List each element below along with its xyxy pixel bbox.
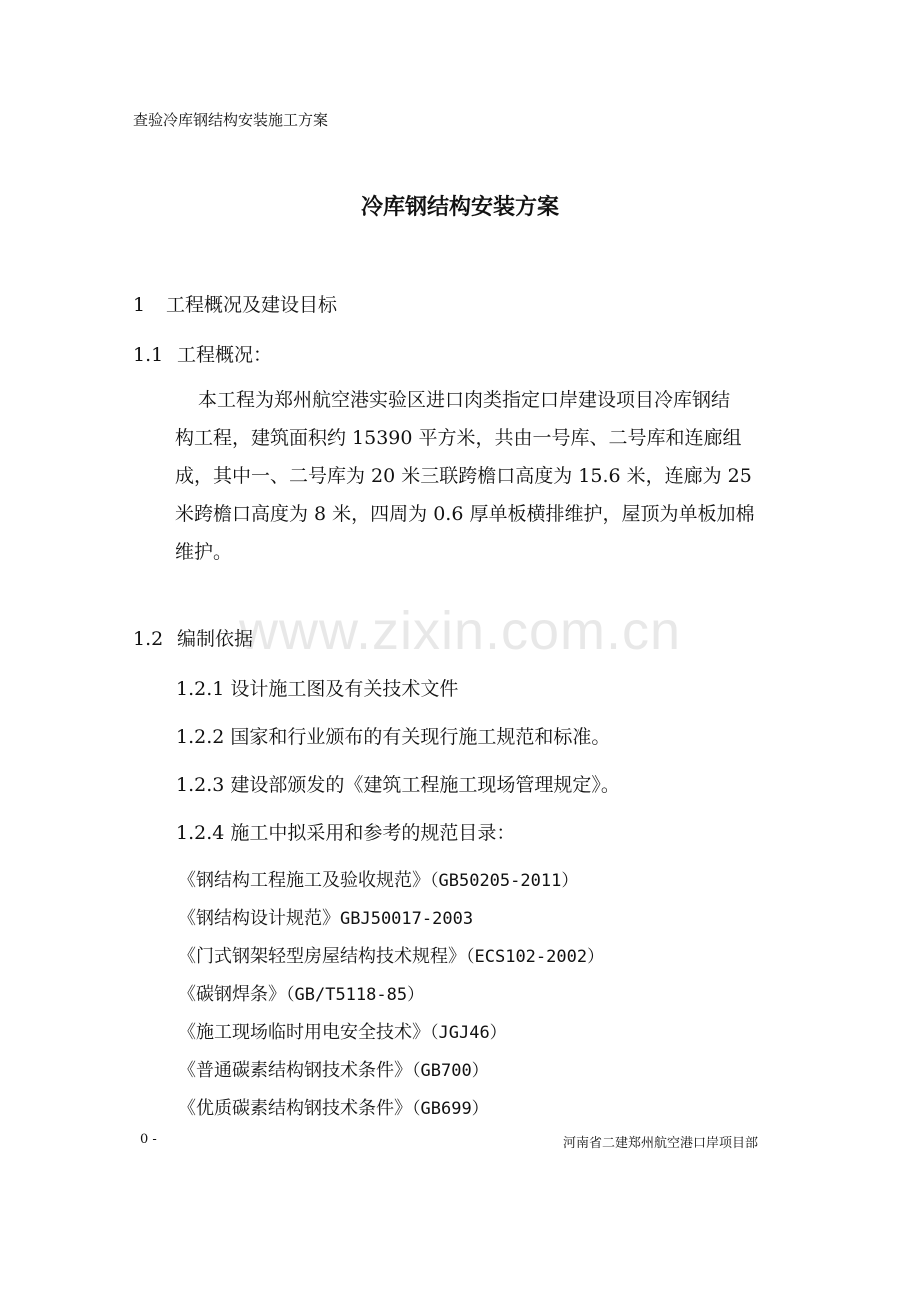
reference-item bbox=[178, 866, 578, 892]
document-title: 冷库钢结构安装方案 bbox=[360, 194, 559, 220]
section-1-2-heading bbox=[133, 624, 253, 651]
reference-name: 《碳钢焊条》 bbox=[178, 984, 286, 1005]
section-number: 1 bbox=[133, 294, 146, 316]
reference-item bbox=[178, 904, 473, 930]
watermark: www.zixin.com.cn bbox=[238, 601, 682, 661]
running-header: 查验冷库钢结构安装施工方案 bbox=[133, 111, 329, 129]
reference-name: 《钢结构工程施工及验收规范》 bbox=[178, 870, 430, 891]
paragraph-line: 维护。 bbox=[175, 541, 233, 563]
section-number: 1.1 bbox=[133, 344, 164, 366]
reference-code: （GB700） bbox=[412, 1061, 489, 1081]
paragraph-line: 构工程，建筑面积约 15390 平方米，共由一号库、二号库和连廊组 bbox=[175, 427, 742, 449]
reference-name: 《普通碳素结构钢技术条件》 bbox=[178, 1060, 412, 1081]
footer-organization: 河南省二建郑州航空港口岸项目部 bbox=[563, 1136, 759, 1151]
overview-paragraph bbox=[175, 381, 815, 571]
reference-code: （GB/T5118-85） bbox=[286, 985, 425, 1005]
reference-item bbox=[178, 1094, 489, 1120]
paragraph-line: 本工程为郑州航空港实验区进口肉类指定口岸建设项目冷库钢结 bbox=[198, 389, 731, 411]
reference-code: （JGJ46） bbox=[430, 1023, 507, 1043]
reference-name: 《门式钢架轻型房屋结构技术规程》 bbox=[178, 946, 466, 967]
reference-name: 《优质碳素结构钢技术条件》 bbox=[178, 1098, 412, 1119]
reference-item bbox=[178, 1056, 489, 1082]
basis-item: 1.2.4 施工中拟采用和参考的规范目录： bbox=[176, 822, 516, 844]
reference-code: GBJ50017-2003 bbox=[340, 909, 474, 929]
section-1-1-heading bbox=[133, 340, 272, 367]
reference-code: （GB50205-2011） bbox=[430, 871, 579, 891]
basis-item: 1.2.1 设计施工图及有关技术文件 bbox=[176, 678, 459, 700]
reference-code: （ECS102-2002） bbox=[466, 947, 605, 967]
section-label: 编制依据 bbox=[177, 628, 254, 650]
reference-item bbox=[178, 942, 604, 968]
paragraph-line: 成，其中一、二号库为 20 米三联跨檐口高度为 15.6 米，连廊为 25 bbox=[175, 465, 752, 487]
basis-item: 1.2.3 建设部颁发的《建筑工程施工现场管理规定》。 bbox=[176, 774, 620, 796]
section-label: 工程概况及建设目标 bbox=[166, 294, 338, 316]
reference-name: 《钢结构设计规范》 bbox=[178, 908, 340, 929]
reference-code: （GB699） bbox=[412, 1099, 489, 1119]
reference-item bbox=[178, 980, 424, 1006]
section-1-heading bbox=[133, 290, 337, 317]
paragraph-line: 米跨檐口高度为 8 米，四周为 0.6 厚单板横排维护，屋顶为单板加棉 bbox=[175, 503, 755, 525]
section-label: 工程概况： bbox=[177, 344, 273, 366]
reference-name: 《施工现场临时用电安全技术》 bbox=[178, 1022, 430, 1043]
basis-item: 1.2.2 国家和行业颁布的有关现行施工规范和标准。 bbox=[176, 726, 611, 748]
section-number: 1.2 bbox=[133, 628, 164, 650]
page-number: 0 - bbox=[140, 1132, 157, 1147]
reference-item bbox=[178, 1018, 507, 1044]
